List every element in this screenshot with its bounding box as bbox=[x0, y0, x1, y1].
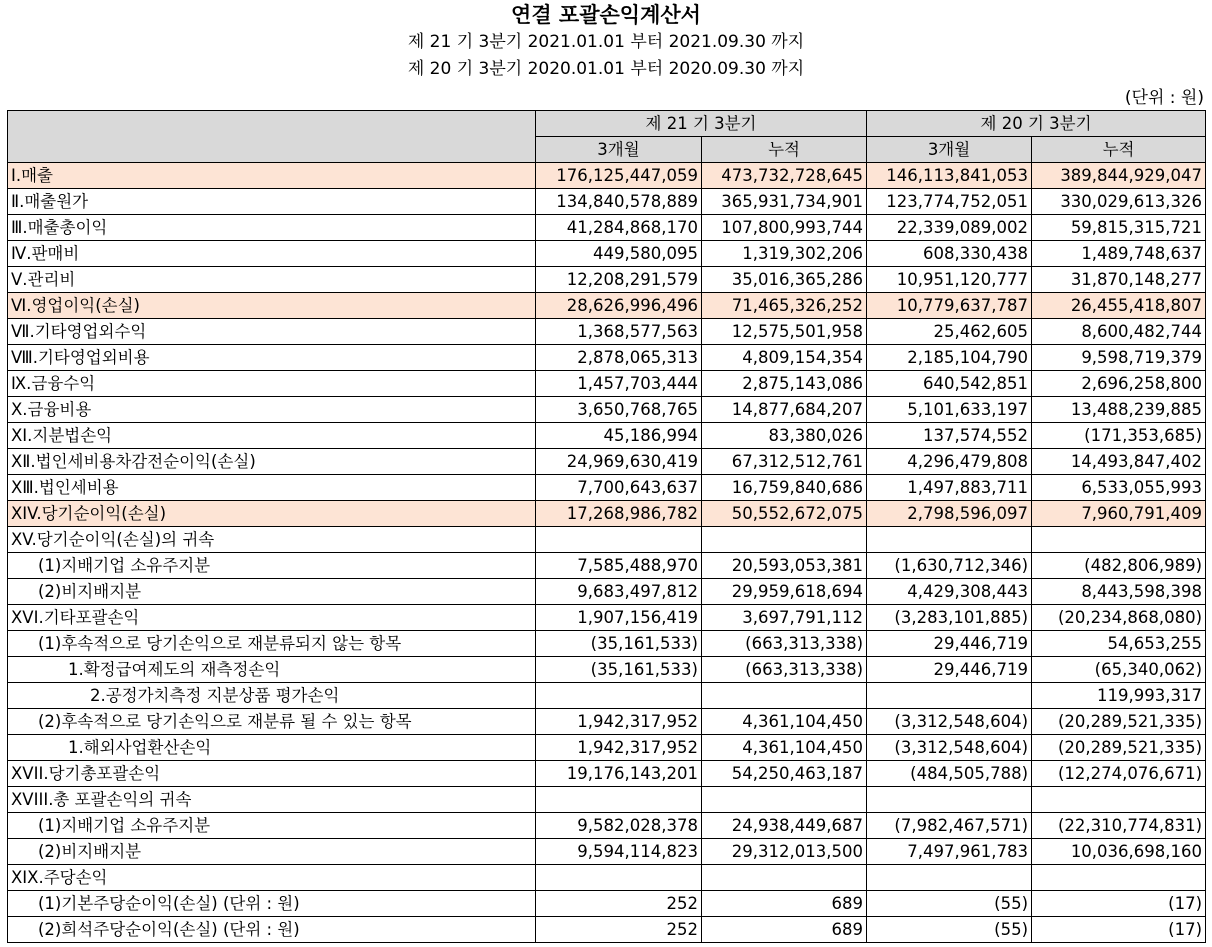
row-label: (2)비지배지분 bbox=[8, 579, 536, 605]
value-current-cumulative bbox=[702, 787, 867, 813]
table-row bbox=[8, 657, 1206, 683]
value-current-3m: (35,161,533) bbox=[536, 631, 702, 657]
value-prior-3m: 5,101,633,197 bbox=[867, 397, 1032, 423]
table-row bbox=[8, 371, 1206, 397]
row-label: (1)후속적으로 당기손익으로 재분류되지 않는 항목 bbox=[8, 631, 536, 657]
table-row bbox=[8, 423, 1206, 449]
value-current-cumulative: 20,593,053,381 bbox=[702, 553, 867, 579]
table-row bbox=[8, 553, 1206, 579]
row-label: XV.당기순이익(손실)의 귀속 bbox=[8, 527, 536, 553]
value-current-cumulative: 67,312,512,761 bbox=[702, 449, 867, 475]
value-current-cumulative: 4,361,104,450 bbox=[702, 709, 867, 735]
value-prior-3m: (3,283,101,885) bbox=[867, 605, 1032, 631]
value-current-cumulative: 1,319,302,206 bbox=[702, 241, 867, 267]
value-current-3m: 12,208,291,579 bbox=[536, 267, 702, 293]
value-current-cumulative: (663,313,338) bbox=[702, 631, 867, 657]
row-label: Ⅰ.매출 bbox=[8, 163, 536, 189]
table-row bbox=[8, 579, 1206, 605]
value-prior-cumulative: (22,310,774,831) bbox=[1032, 813, 1206, 839]
row-label: XVI.기타포괄손익 bbox=[8, 605, 536, 631]
table-row bbox=[8, 787, 1206, 813]
table-row bbox=[8, 605, 1206, 631]
value-current-3m: 19,176,143,201 bbox=[536, 761, 702, 787]
value-current-cumulative: 54,250,463,187 bbox=[702, 761, 867, 787]
header-prior-3m: 3개월 bbox=[867, 137, 1032, 163]
value-current-3m: 45,186,994 bbox=[536, 423, 702, 449]
value-current-3m: 9,582,028,378 bbox=[536, 813, 702, 839]
statement-title: 연결 포괄손익계산서 bbox=[511, 3, 701, 27]
table-row bbox=[8, 735, 1206, 761]
value-current-cumulative: 50,552,672,075 bbox=[702, 501, 867, 527]
value-prior-cumulative: 10,036,698,160 bbox=[1032, 839, 1206, 865]
value-current-3m: 17,268,986,782 bbox=[536, 501, 702, 527]
value-prior-3m bbox=[867, 865, 1032, 891]
table-row bbox=[8, 293, 1206, 319]
value-prior-cumulative: 31,870,148,277 bbox=[1032, 267, 1206, 293]
value-prior-cumulative: (12,274,076,671) bbox=[1032, 761, 1206, 787]
header-prior-period: 제 20 기 3분기 bbox=[867, 111, 1206, 137]
value-prior-cumulative bbox=[1032, 865, 1206, 891]
row-label: XVII.당기총포괄손익 bbox=[8, 761, 536, 787]
value-prior-3m: 22,339,089,002 bbox=[867, 215, 1032, 241]
value-current-3m bbox=[536, 787, 702, 813]
value-prior-3m: (55) bbox=[867, 891, 1032, 917]
value-current-cumulative bbox=[702, 527, 867, 553]
value-prior-3m: 10,951,120,777 bbox=[867, 267, 1032, 293]
value-current-cumulative: 4,809,154,354 bbox=[702, 345, 867, 371]
value-prior-cumulative: 6,533,055,993 bbox=[1032, 475, 1206, 501]
table-body bbox=[8, 163, 1206, 943]
value-current-cumulative: 16,759,840,686 bbox=[702, 475, 867, 501]
row-label: Ⅴ.관리비 bbox=[8, 267, 536, 293]
row-label: 1.해외사업환산손익 bbox=[8, 735, 536, 761]
value-prior-3m: 1,497,883,711 bbox=[867, 475, 1032, 501]
value-prior-cumulative: (20,289,521,335) bbox=[1032, 709, 1206, 735]
row-label: XIX.주당손익 bbox=[8, 865, 536, 891]
value-prior-cumulative: (17) bbox=[1032, 891, 1206, 917]
value-current-3m: 9,683,497,812 bbox=[536, 579, 702, 605]
value-prior-cumulative: (171,353,685) bbox=[1032, 423, 1206, 449]
value-current-3m: 1,942,317,952 bbox=[536, 735, 702, 761]
value-prior-cumulative: 8,600,482,744 bbox=[1032, 319, 1206, 345]
value-prior-3m: 123,774,752,051 bbox=[867, 189, 1032, 215]
period-current: 제 21 기 3분기 2021.01.01 부터 2021.09.30 까지 bbox=[407, 32, 805, 52]
value-current-3m: 1,457,703,444 bbox=[536, 371, 702, 397]
value-prior-cumulative: 119,993,317 bbox=[1032, 683, 1206, 709]
table-row bbox=[8, 241, 1206, 267]
income-statement-table bbox=[7, 110, 1206, 943]
value-current-3m: 1,907,156,419 bbox=[536, 605, 702, 631]
value-prior-cumulative: (17) bbox=[1032, 917, 1206, 943]
header-row-periods bbox=[8, 111, 1206, 137]
table-row bbox=[8, 475, 1206, 501]
value-current-3m: 41,284,868,170 bbox=[536, 215, 702, 241]
value-current-3m: 7,700,643,637 bbox=[536, 475, 702, 501]
value-prior-cumulative: 2,696,258,800 bbox=[1032, 371, 1206, 397]
value-current-3m bbox=[536, 683, 702, 709]
value-prior-3m: 4,429,308,443 bbox=[867, 579, 1032, 605]
table-row bbox=[8, 319, 1206, 345]
value-current-cumulative: (663,313,338) bbox=[702, 657, 867, 683]
value-prior-cumulative: 1,489,748,637 bbox=[1032, 241, 1206, 267]
row-label: Ⅸ.금융수익 bbox=[8, 371, 536, 397]
value-prior-3m: (55) bbox=[867, 917, 1032, 943]
value-prior-3m: (7,982,467,571) bbox=[867, 813, 1032, 839]
table-row bbox=[8, 813, 1206, 839]
value-current-cumulative: 14,877,684,207 bbox=[702, 397, 867, 423]
value-prior-3m: 29,446,719 bbox=[867, 631, 1032, 657]
value-current-3m: 2,878,065,313 bbox=[536, 345, 702, 371]
value-prior-3m: 146,113,841,053 bbox=[867, 163, 1032, 189]
value-prior-cumulative: 54,653,255 bbox=[1032, 631, 1206, 657]
header-prior-cumulative: 누적 bbox=[1032, 137, 1206, 163]
row-label: (2)비지배지분 bbox=[8, 839, 536, 865]
table-row bbox=[8, 631, 1206, 657]
header-current-period: 제 21 기 3분기 bbox=[536, 111, 867, 137]
row-label: (1)지배기업 소유주지분 bbox=[8, 813, 536, 839]
value-current-cumulative: 24,938,449,687 bbox=[702, 813, 867, 839]
value-current-3m: 9,594,114,823 bbox=[536, 839, 702, 865]
row-label: Ⅲ.매출총이익 bbox=[8, 215, 536, 241]
value-current-3m: 252 bbox=[536, 917, 702, 943]
value-prior-3m bbox=[867, 787, 1032, 813]
value-current-cumulative: 4,361,104,450 bbox=[702, 735, 867, 761]
value-prior-3m: 29,446,719 bbox=[867, 657, 1032, 683]
unit-label: (단위 : 원) bbox=[1124, 88, 1204, 108]
value-prior-3m: 2,185,104,790 bbox=[867, 345, 1032, 371]
value-prior-cumulative: (482,806,989) bbox=[1032, 553, 1206, 579]
table-row bbox=[8, 865, 1206, 891]
row-label: 1.확정급여제도의 재측정손익 bbox=[8, 657, 536, 683]
table-row bbox=[8, 709, 1206, 735]
row-label: Ⅹ.금융비용 bbox=[8, 397, 536, 423]
value-prior-cumulative: 26,455,418,807 bbox=[1032, 293, 1206, 319]
header-current-cumulative: 누적 bbox=[702, 137, 867, 163]
table-row bbox=[8, 917, 1206, 943]
value-prior-3m: (1,630,712,346) bbox=[867, 553, 1032, 579]
value-prior-3m bbox=[867, 683, 1032, 709]
table-row bbox=[8, 761, 1206, 787]
value-prior-cumulative: 9,598,719,379 bbox=[1032, 345, 1206, 371]
value-current-cumulative: 689 bbox=[702, 891, 867, 917]
row-label: (2)후속적으로 당기손익으로 재분류 될 수 있는 항목 bbox=[8, 709, 536, 735]
value-current-cumulative: 29,959,618,694 bbox=[702, 579, 867, 605]
value-prior-cumulative: 7,960,791,409 bbox=[1032, 501, 1206, 527]
row-label: XIV.당기순이익(손실) bbox=[8, 501, 536, 527]
value-current-3m: 7,585,488,970 bbox=[536, 553, 702, 579]
value-prior-cumulative: (20,289,521,335) bbox=[1032, 735, 1206, 761]
value-current-cumulative: 689 bbox=[702, 917, 867, 943]
value-prior-3m: 2,798,596,097 bbox=[867, 501, 1032, 527]
value-current-3m: 449,580,095 bbox=[536, 241, 702, 267]
value-prior-3m: 608,330,438 bbox=[867, 241, 1032, 267]
row-label: 2.공정가치측정 지분상품 평가손익 bbox=[8, 683, 536, 709]
value-prior-cumulative bbox=[1032, 527, 1206, 553]
table-row bbox=[8, 189, 1206, 215]
table-row bbox=[8, 345, 1206, 371]
value-prior-3m bbox=[867, 527, 1032, 553]
value-current-cumulative bbox=[702, 683, 867, 709]
value-prior-cumulative: 13,488,239,885 bbox=[1032, 397, 1206, 423]
row-label: Ⅳ.판매비 bbox=[8, 241, 536, 267]
value-prior-cumulative: 14,493,847,402 bbox=[1032, 449, 1206, 475]
row-label: Ⅶ.기타영업외수익 bbox=[8, 319, 536, 345]
value-prior-3m: 7,497,961,783 bbox=[867, 839, 1032, 865]
value-current-cumulative: 107,800,993,744 bbox=[702, 215, 867, 241]
row-label: (1)지배기업 소유주지분 bbox=[8, 553, 536, 579]
value-current-3m: 176,125,447,059 bbox=[536, 163, 702, 189]
table-row bbox=[8, 683, 1206, 709]
value-current-cumulative: 365,931,734,901 bbox=[702, 189, 867, 215]
row-label: Ⅵ.영업이익(손실) bbox=[8, 293, 536, 319]
value-prior-3m: 25,462,605 bbox=[867, 319, 1032, 345]
value-current-3m bbox=[536, 865, 702, 891]
table-row bbox=[8, 501, 1206, 527]
table-row bbox=[8, 267, 1206, 293]
value-current-cumulative: 473,732,728,645 bbox=[702, 163, 867, 189]
value-current-3m: 3,650,768,765 bbox=[536, 397, 702, 423]
value-prior-3m: (3,312,548,604) bbox=[867, 709, 1032, 735]
value-current-3m: 1,942,317,952 bbox=[536, 709, 702, 735]
row-label: Ⅱ.매출원가 bbox=[8, 189, 536, 215]
value-current-cumulative: 3,697,791,112 bbox=[702, 605, 867, 631]
value-prior-cumulative: 8,443,598,398 bbox=[1032, 579, 1206, 605]
value-current-cumulative: 71,465,326,252 bbox=[702, 293, 867, 319]
row-label: XI.지분법손익 bbox=[8, 423, 536, 449]
value-current-3m: 252 bbox=[536, 891, 702, 917]
row-label: (2)희석주당순이익(손실) (단위 : 원) bbox=[8, 917, 536, 943]
value-current-cumulative bbox=[702, 865, 867, 891]
row-label: XVIII.총 포괄손익의 귀속 bbox=[8, 787, 536, 813]
row-label: (1)기본주당순이익(손실) (단위 : 원) bbox=[8, 891, 536, 917]
value-prior-3m: (3,312,548,604) bbox=[867, 735, 1032, 761]
table-row bbox=[8, 449, 1206, 475]
value-current-cumulative: 35,016,365,286 bbox=[702, 267, 867, 293]
table-row bbox=[8, 215, 1206, 241]
table-row bbox=[8, 891, 1206, 917]
value-prior-cumulative: 59,815,315,721 bbox=[1032, 215, 1206, 241]
value-prior-3m: 10,779,637,787 bbox=[867, 293, 1032, 319]
table-row bbox=[8, 839, 1206, 865]
row-label: Ⅷ.기타영업외비용 bbox=[8, 345, 536, 371]
table-row bbox=[8, 527, 1206, 553]
value-current-3m bbox=[536, 527, 702, 553]
value-prior-3m: 137,574,552 bbox=[867, 423, 1032, 449]
table-row bbox=[8, 397, 1206, 423]
value-prior-3m: (484,505,788) bbox=[867, 761, 1032, 787]
value-prior-cumulative: (20,234,868,080) bbox=[1032, 605, 1206, 631]
value-current-cumulative: 83,380,026 bbox=[702, 423, 867, 449]
value-current-3m: 1,368,577,563 bbox=[536, 319, 702, 345]
value-prior-cumulative: (65,340,062) bbox=[1032, 657, 1206, 683]
row-label: XⅢ.법인세비용 bbox=[8, 475, 536, 501]
value-current-3m: 134,840,578,889 bbox=[536, 189, 702, 215]
header-current-3m: 3개월 bbox=[536, 137, 702, 163]
value-current-3m: (35,161,533) bbox=[536, 657, 702, 683]
header-blank-cell bbox=[8, 111, 536, 163]
value-current-3m: 28,626,996,496 bbox=[536, 293, 702, 319]
period-prior: 제 20 기 3분기 2020.01.01 부터 2020.09.30 까지 bbox=[407, 59, 805, 79]
value-current-3m: 24,969,630,419 bbox=[536, 449, 702, 475]
value-prior-cumulative: 330,029,613,326 bbox=[1032, 189, 1206, 215]
table-row bbox=[8, 163, 1206, 189]
value-current-cumulative: 2,875,143,086 bbox=[702, 371, 867, 397]
value-current-cumulative: 12,575,501,958 bbox=[702, 319, 867, 345]
value-current-cumulative: 29,312,013,500 bbox=[702, 839, 867, 865]
value-prior-cumulative: 389,844,929,047 bbox=[1032, 163, 1206, 189]
value-prior-cumulative bbox=[1032, 787, 1206, 813]
value-prior-3m: 4,296,479,808 bbox=[867, 449, 1032, 475]
row-label: XⅡ.법인세비용차감전순이익(손실) bbox=[8, 449, 536, 475]
value-prior-3m: 640,542,851 bbox=[867, 371, 1032, 397]
